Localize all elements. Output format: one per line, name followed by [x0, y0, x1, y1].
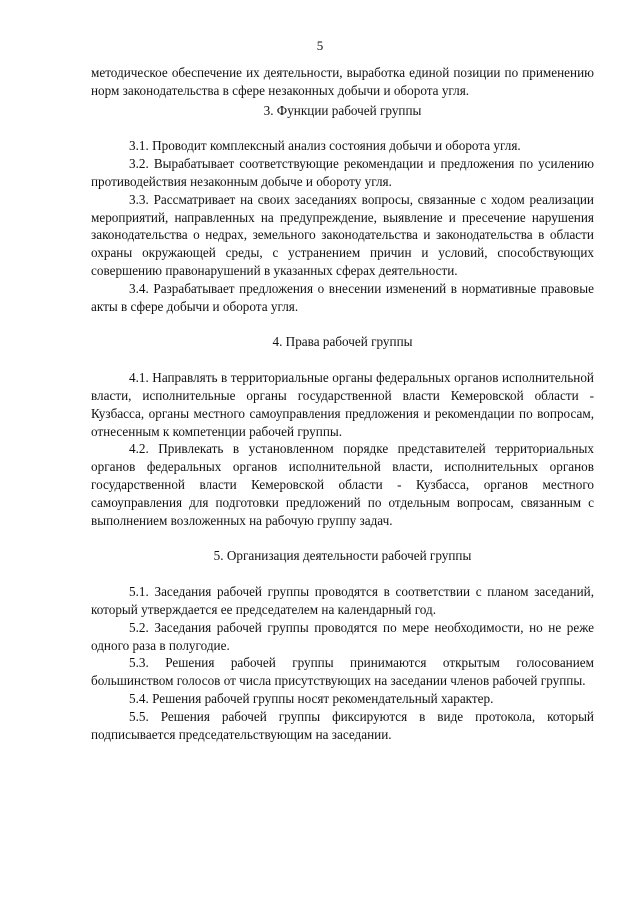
clause-5-5: 5.5. Решения рабочей группы фиксируются в виде протокола, который подписывается председательствующим на заседании.	[91, 708, 594, 742]
clause-4-2: 4.2. Привлекать в установленном порядке представителей территориальных органов федеральных органов исполнительной власти, исполнительных органов государственной власти Кемеровской области - Кузбасса, органов местного самоуправления для подготовки предложений по отдельным вопросам, связанным с выполнением возложенных на рабочую группу задач.	[91, 441, 594, 528]
clause-5-4: 5.4. Решения рабочей группы носят рекомендательный характер.	[129, 690, 494, 706]
clause-5-1: 5.1. Заседания рабочей группы проводятся в соответствии с планом заседаний, который утверждается ее председателем на календарный год.	[91, 584, 594, 617]
section-heading-functions: 3. Функции рабочей группы	[263, 102, 422, 118]
intro-paragraph: методическое обеспечение их деятельности, выработка единой позиции по применению норм законодательства в сфере незаконных добычи и оборота угля.	[91, 65, 594, 98]
page-number: 5	[316, 38, 324, 53]
section-heading-rights: 4. Права рабочей группы	[272, 334, 413, 350]
document-body	[91, 64, 594, 743]
clause-3-3: 3.3. Рассматривает на своих заседаниях вопросы, связанные с ходом реализации мероприятий, направленных на предупреждение, выявление и пресечение нарушения законодательства о недрах, земельного законодательства и законодательства в области охраны окружающей среды, с устранением причин и условий, способствующих совершению правонарушений в указанных сферах деятельности.	[91, 191, 594, 278]
clause-3-1: 3.1. Проводит комплексный анализ состояния добычи и оборота угля.	[129, 138, 521, 154]
clause-5-3: 5.3. Решения рабочей группы принимаются открытым голосованием большинством голосов от числа присутствующих на заседании членов рабочей группы.	[91, 655, 594, 689]
clause-3-2: 3.2. Вырабатывает соответствующие рекомендации и предложения по усилению противодействия незаконным добыче и обороту угля.	[91, 156, 594, 189]
clause-4-1: 4.1. Направлять в территориальные органы федеральных органов исполнительной власти, исполнительные органы государственной власти Кемеровской области - Кузбасса, органы местного самоуправления предложения и рекомендации по вопросам, отнесенным к компетенции рабочей группы.	[91, 370, 594, 439]
clause-5-2: 5.2. Заседания рабочей группы проводятся по мере необходимости, но не реже одного раза в полугодие.	[91, 619, 594, 653]
clause-3-4: 3.4. Разрабатывает предложения о внесении изменений в нормативные правовые акты в сфере добычи и оборота угля.	[91, 280, 594, 314]
section-heading-organization: 5. Организация деятельности рабочей группы	[213, 548, 472, 564]
